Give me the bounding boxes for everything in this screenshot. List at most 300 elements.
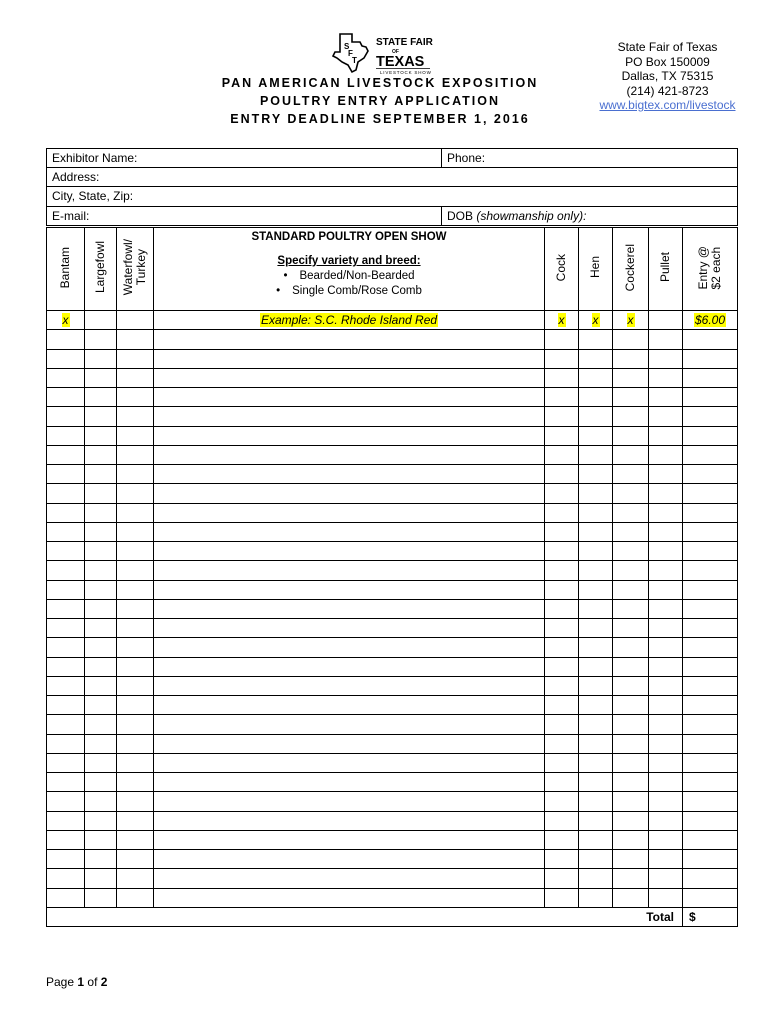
entry-hen-cell[interactable]: [579, 676, 613, 695]
entry-waterfowl-cell[interactable]: [117, 619, 154, 638]
entry-cockerel-cell[interactable]: [613, 715, 649, 734]
contact-info: [595, 40, 740, 113]
entry-cock-cell[interactable]: [545, 753, 579, 772]
entry-cockerel-cell[interactable]: [613, 407, 649, 426]
entry-largefowl-cell[interactable]: [85, 561, 117, 580]
entry-cockerel-cell[interactable]: [613, 676, 649, 695]
entry-largefowl-cell[interactable]: [85, 388, 117, 407]
entry-waterfowl-cell[interactable]: [117, 850, 154, 869]
entry-cock-cell[interactable]: [545, 484, 579, 503]
entry-hen-cell[interactable]: [579, 638, 613, 657]
address-label: Address:: [52, 170, 100, 185]
entry-cockerel-cell[interactable]: [613, 388, 649, 407]
entry-bantam-cell[interactable]: [47, 561, 85, 580]
grid-header-row: [47, 228, 738, 311]
entry-breed-cell[interactable]: [154, 580, 545, 599]
entry-breed-cell[interactable]: [154, 388, 545, 407]
phone-field[interactable]: [442, 149, 738, 168]
entry-cock-cell[interactable]: [545, 426, 579, 445]
entry-cockerel-cell[interactable]: [613, 753, 649, 772]
entry-hen-cell[interactable]: [579, 542, 613, 561]
entry-cockerel-cell[interactable]: [613, 580, 649, 599]
entry-bantam-cell[interactable]: [47, 792, 85, 811]
entry-entry-cell[interactable]: [683, 484, 738, 503]
entry-breed-cell[interactable]: [154, 734, 545, 753]
entry-waterfowl-cell[interactable]: [117, 715, 154, 734]
entry-largefowl-cell[interactable]: [85, 542, 117, 561]
entry-waterfowl-cell[interactable]: [117, 465, 154, 484]
entry-bantam-cell[interactable]: [47, 426, 85, 445]
entry-breed-cell[interactable]: [154, 753, 545, 772]
entry-largefowl-cell[interactable]: [85, 619, 117, 638]
example-hen: x: [592, 313, 599, 328]
entry-hen-cell[interactable]: [579, 850, 613, 869]
entry-cockerel-cell[interactable]: [613, 349, 649, 368]
entry-entry-cell[interactable]: [683, 580, 738, 599]
entry-cockerel-cell[interactable]: [613, 522, 649, 541]
entry-waterfowl-cell[interactable]: [117, 773, 154, 792]
entry-hen-cell[interactable]: [579, 715, 613, 734]
entry-bantam-cell[interactable]: [47, 811, 85, 830]
entry-waterfowl-cell[interactable]: [117, 753, 154, 772]
example-breed: Example: S.C. Rhode Island Red: [260, 313, 438, 328]
entry-pullet-cell[interactable]: [649, 349, 683, 368]
entry-bantam-cell[interactable]: [47, 773, 85, 792]
entry-breed-cell[interactable]: [154, 407, 545, 426]
entry-pullet-cell[interactable]: [649, 465, 683, 484]
entry-hen-cell[interactable]: [579, 734, 613, 753]
entry-pullet-cell[interactable]: [649, 696, 683, 715]
entry-cockerel-cell[interactable]: [613, 638, 649, 657]
entry-bantam-cell[interactable]: [47, 696, 85, 715]
entry-bantam-cell[interactable]: [47, 869, 85, 888]
entry-waterfowl-cell[interactable]: [117, 676, 154, 695]
entry-hen-cell[interactable]: [579, 580, 613, 599]
entry-bantam-cell[interactable]: [47, 753, 85, 772]
entry-bantam-cell[interactable]: [47, 388, 85, 407]
entry-pullet-cell[interactable]: [649, 657, 683, 676]
entry-entry-cell[interactable]: [683, 349, 738, 368]
entry-cockerel-cell[interactable]: [613, 484, 649, 503]
entry-pullet-cell[interactable]: [649, 830, 683, 849]
city-state-zip-field[interactable]: [47, 187, 738, 206]
entry-cock-cell[interactable]: [545, 330, 579, 349]
entry-waterfowl-cell[interactable]: [117, 657, 154, 676]
entry-pullet-cell[interactable]: [649, 869, 683, 888]
entry-hen-cell[interactable]: [579, 368, 613, 387]
entry-entry-cell[interactable]: [683, 638, 738, 657]
entry-entry-cell[interactable]: [683, 811, 738, 830]
entry-breed-cell[interactable]: [154, 522, 545, 541]
entry-waterfowl-cell[interactable]: [117, 580, 154, 599]
entry-entry-cell[interactable]: [683, 830, 738, 849]
entry-largefowl-cell[interactable]: [85, 599, 117, 618]
entry-bantam-cell[interactable]: [47, 484, 85, 503]
entry-breed-cell[interactable]: [154, 349, 545, 368]
entry-cock-cell[interactable]: [545, 465, 579, 484]
entry-entry-cell[interactable]: [683, 657, 738, 676]
entry-cock-cell[interactable]: [545, 503, 579, 522]
col-entry-line1: Entry @: [696, 245, 710, 290]
entry-waterfowl-cell[interactable]: [117, 599, 154, 618]
entry-pullet-cell[interactable]: [649, 792, 683, 811]
entry-pullet-cell[interactable]: [649, 388, 683, 407]
entry-cock-cell[interactable]: [545, 869, 579, 888]
entry-hen-cell[interactable]: [579, 811, 613, 830]
entry-pullet-cell[interactable]: [649, 522, 683, 541]
entry-cock-cell[interactable]: [545, 811, 579, 830]
entry-cock-cell[interactable]: [545, 715, 579, 734]
entry-pullet-cell[interactable]: [649, 715, 683, 734]
entry-entry-cell[interactable]: [683, 715, 738, 734]
entry-bantam-cell[interactable]: [47, 465, 85, 484]
entry-entry-cell[interactable]: [683, 445, 738, 464]
page-total: 2: [100, 975, 108, 989]
entry-breed-cell[interactable]: [154, 850, 545, 869]
entry-cockerel-cell[interactable]: [613, 561, 649, 580]
entry-bantam-cell[interactable]: [47, 407, 85, 426]
entry-hen-cell[interactable]: [579, 753, 613, 772]
entry-cock-cell[interactable]: [545, 388, 579, 407]
entry-entry-cell[interactable]: [683, 888, 738, 907]
entry-largefowl-cell[interactable]: [85, 773, 117, 792]
entry-entry-cell[interactable]: [683, 734, 738, 753]
entry-cock-cell[interactable]: [545, 830, 579, 849]
entry-cock-cell[interactable]: [545, 522, 579, 541]
entry-waterfowl-cell[interactable]: [117, 407, 154, 426]
entry-pullet-cell[interactable]: [649, 368, 683, 387]
entry-cockerel-cell[interactable]: [613, 503, 649, 522]
entry-cock-cell[interactable]: [545, 561, 579, 580]
entry-cock-cell[interactable]: [545, 734, 579, 753]
entry-hen-cell[interactable]: [579, 426, 613, 445]
entry-entry-cell[interactable]: [683, 773, 738, 792]
entry-cockerel-cell[interactable]: [613, 773, 649, 792]
entry-pullet-cell[interactable]: [649, 561, 683, 580]
entry-cock-cell[interactable]: [545, 638, 579, 657]
entry-pullet-cell[interactable]: [649, 503, 683, 522]
entry-hen-cell[interactable]: [579, 696, 613, 715]
entry-hen-cell[interactable]: [579, 388, 613, 407]
entry-cock-cell[interactable]: [545, 542, 579, 561]
entry-bantam-cell[interactable]: [47, 638, 85, 657]
entry-cockerel-cell[interactable]: [613, 850, 649, 869]
entry-waterfowl-cell[interactable]: [117, 426, 154, 445]
entry-breed-cell[interactable]: [154, 503, 545, 522]
entry-cockerel-cell[interactable]: [613, 811, 649, 830]
entry-breed-cell[interactable]: [154, 465, 545, 484]
svg-text:STATE FAIR: STATE FAIR: [376, 37, 433, 48]
entry-largefowl-cell[interactable]: [85, 676, 117, 695]
entry-breed-cell[interactable]: [154, 792, 545, 811]
entry-cockerel-cell[interactable]: [613, 657, 649, 676]
entry-waterfowl-cell[interactable]: [117, 542, 154, 561]
entry-largefowl-cell[interactable]: [85, 888, 117, 907]
entry-hen-cell[interactable]: [579, 888, 613, 907]
entry-breed-cell[interactable]: [154, 542, 545, 561]
entry-cock-cell[interactable]: [545, 619, 579, 638]
entry-cock-cell[interactable]: [545, 407, 579, 426]
entry-cock-cell[interactable]: [545, 349, 579, 368]
entry-waterfowl-cell[interactable]: [117, 792, 154, 811]
entry-waterfowl-cell[interactable]: [117, 888, 154, 907]
entry-largefowl-cell[interactable]: [85, 580, 117, 599]
entry-cock-cell[interactable]: [545, 657, 579, 676]
website-link[interactable]: www.bigtex.com/livestock: [599, 98, 736, 112]
entry-cock-cell[interactable]: [545, 888, 579, 907]
email-label: E-mail:: [52, 208, 90, 223]
page-of: of: [87, 975, 98, 989]
entry-largefowl-cell[interactable]: [85, 696, 117, 715]
entry-hen-cell[interactable]: [579, 773, 613, 792]
entry-entry-cell[interactable]: [683, 522, 738, 541]
entry-pullet-cell[interactable]: [649, 811, 683, 830]
entry-hen-cell[interactable]: [579, 792, 613, 811]
entry-waterfowl-cell[interactable]: [117, 869, 154, 888]
entry-pullet-cell[interactable]: [649, 850, 683, 869]
entry-entry-cell[interactable]: [683, 696, 738, 715]
entry-cock-cell[interactable]: [545, 445, 579, 464]
entry-bantam-cell[interactable]: [47, 619, 85, 638]
entry-largefowl-cell[interactable]: [85, 657, 117, 676]
entry-pullet-cell[interactable]: [649, 599, 683, 618]
entry-breed-cell[interactable]: [154, 484, 545, 503]
entry-cockerel-cell[interactable]: [613, 792, 649, 811]
entry-largefowl-cell[interactable]: [85, 330, 117, 349]
entry-breed-cell[interactable]: [154, 830, 545, 849]
entry-pullet-cell[interactable]: [649, 426, 683, 445]
entry-pullet-cell[interactable]: [649, 734, 683, 753]
entry-largefowl-cell[interactable]: [85, 753, 117, 772]
email-field[interactable]: [47, 206, 442, 225]
entry-pullet-cell[interactable]: [649, 445, 683, 464]
exhibitor-name-field[interactable]: [47, 149, 442, 168]
entry-hen-cell[interactable]: [579, 484, 613, 503]
entry-largefowl-cell[interactable]: [85, 638, 117, 657]
dob-field[interactable]: [442, 206, 738, 225]
entry-hen-cell[interactable]: [579, 522, 613, 541]
entry-entry-cell[interactable]: [683, 330, 738, 349]
entry-bantam-cell[interactable]: [47, 349, 85, 368]
entry-waterfowl-cell[interactable]: [117, 445, 154, 464]
entry-pullet-cell[interactable]: [649, 407, 683, 426]
entry-bantam-cell[interactable]: [47, 445, 85, 464]
entry-cockerel-cell[interactable]: [613, 869, 649, 888]
entry-largefowl-cell[interactable]: [85, 734, 117, 753]
entry-waterfowl-cell[interactable]: [117, 561, 154, 580]
example-entry-cell: [683, 311, 738, 330]
entry-pullet-cell[interactable]: [649, 619, 683, 638]
entry-breed-cell[interactable]: [154, 426, 545, 445]
col-hen: [579, 228, 613, 311]
entry-breed-cell[interactable]: [154, 638, 545, 657]
entry-pullet-cell[interactable]: [649, 888, 683, 907]
entry-largefowl-cell[interactable]: [85, 792, 117, 811]
entry-cock-cell[interactable]: [545, 773, 579, 792]
entry-largefowl-cell[interactable]: [85, 503, 117, 522]
entry-cockerel-cell[interactable]: [613, 619, 649, 638]
entry-bantam-cell[interactable]: [47, 830, 85, 849]
entry-bantam-cell[interactable]: [47, 522, 85, 541]
entry-hen-cell[interactable]: [579, 561, 613, 580]
entry-waterfowl-cell[interactable]: [117, 484, 154, 503]
entry-pullet-cell[interactable]: [649, 638, 683, 657]
entry-entry-cell[interactable]: [683, 753, 738, 772]
entry-entry-cell[interactable]: [683, 619, 738, 638]
example-waterfowl-cell: [117, 311, 154, 330]
entry-entry-cell[interactable]: [683, 368, 738, 387]
entry-entry-cell[interactable]: [683, 792, 738, 811]
entry-bantam-cell[interactable]: [47, 715, 85, 734]
entry-waterfowl-cell[interactable]: [117, 368, 154, 387]
entry-row: [47, 388, 738, 407]
entry-hen-cell[interactable]: [579, 330, 613, 349]
entry-bantam-cell[interactable]: [47, 734, 85, 753]
entry-cockerel-cell[interactable]: [613, 445, 649, 464]
entry-hen-cell[interactable]: [579, 465, 613, 484]
entry-pullet-cell[interactable]: [649, 542, 683, 561]
entry-entry-cell[interactable]: [683, 503, 738, 522]
entry-largefowl-cell[interactable]: [85, 484, 117, 503]
entry-waterfowl-cell[interactable]: [117, 830, 154, 849]
entry-row: [47, 503, 738, 522]
entry-waterfowl-cell[interactable]: [117, 522, 154, 541]
entry-cockerel-cell[interactable]: [613, 888, 649, 907]
entry-entry-cell[interactable]: [683, 676, 738, 695]
entry-hen-cell[interactable]: [579, 407, 613, 426]
entry-hen-cell[interactable]: [579, 657, 613, 676]
entry-breed-cell[interactable]: [154, 445, 545, 464]
entry-cock-cell[interactable]: [545, 792, 579, 811]
entry-entry-cell[interactable]: [683, 465, 738, 484]
entry-cockerel-cell[interactable]: [613, 599, 649, 618]
entry-bantam-cell[interactable]: [47, 368, 85, 387]
entry-bantam-cell[interactable]: [47, 657, 85, 676]
example-entry: $6.00: [694, 313, 726, 328]
entry-waterfowl-cell[interactable]: [117, 330, 154, 349]
address-field[interactable]: [47, 168, 738, 187]
entry-entry-cell[interactable]: [683, 850, 738, 869]
title-line-2: POULTRY ENTRY APPLICATION: [259, 94, 501, 108]
entry-entry-cell[interactable]: [683, 869, 738, 888]
entry-waterfowl-cell[interactable]: [117, 696, 154, 715]
entry-cock-cell[interactable]: [545, 599, 579, 618]
entry-hen-cell[interactable]: [579, 619, 613, 638]
entry-entry-cell[interactable]: [683, 426, 738, 445]
entry-hen-cell[interactable]: [579, 830, 613, 849]
entry-largefowl-cell[interactable]: [85, 715, 117, 734]
entry-cock-cell[interactable]: [545, 580, 579, 599]
entry-entry-cell[interactable]: [683, 542, 738, 561]
entry-bantam-cell[interactable]: [47, 503, 85, 522]
entry-largefowl-cell[interactable]: [85, 349, 117, 368]
entry-bantam-cell[interactable]: [47, 542, 85, 561]
entry-cockerel-cell[interactable]: [613, 734, 649, 753]
entry-waterfowl-cell[interactable]: [117, 503, 154, 522]
entry-largefowl-cell[interactable]: [85, 465, 117, 484]
entry-breed-cell[interactable]: [154, 715, 545, 734]
entry-cock-cell[interactable]: [545, 368, 579, 387]
entry-breed-cell[interactable]: [154, 696, 545, 715]
entry-entry-cell[interactable]: [683, 388, 738, 407]
entry-largefowl-cell[interactable]: [85, 830, 117, 849]
entry-bantam-cell[interactable]: [47, 676, 85, 695]
entry-bantam-cell[interactable]: [47, 599, 85, 618]
entry-largefowl-cell[interactable]: [85, 850, 117, 869]
entry-breed-cell[interactable]: [154, 676, 545, 695]
svg-text:S: S: [344, 42, 350, 51]
entry-cockerel-cell[interactable]: [613, 542, 649, 561]
entry-pullet-cell[interactable]: [649, 773, 683, 792]
entry-breed-cell[interactable]: [154, 599, 545, 618]
entry-cockerel-cell[interactable]: [613, 368, 649, 387]
entry-breed-cell[interactable]: [154, 811, 545, 830]
entry-pullet-cell[interactable]: [649, 330, 683, 349]
entry-hen-cell[interactable]: [579, 869, 613, 888]
entry-largefowl-cell[interactable]: [85, 368, 117, 387]
entry-breed-cell[interactable]: [154, 330, 545, 349]
entry-breed-cell[interactable]: [154, 619, 545, 638]
entry-cockerel-cell[interactable]: [613, 426, 649, 445]
entry-waterfowl-cell[interactable]: [117, 734, 154, 753]
entry-cockerel-cell[interactable]: [613, 696, 649, 715]
entry-pullet-cell[interactable]: [649, 676, 683, 695]
entry-cock-cell[interactable]: [545, 696, 579, 715]
entry-waterfowl-cell[interactable]: [117, 349, 154, 368]
entry-entry-cell[interactable]: [683, 561, 738, 580]
entry-largefowl-cell[interactable]: [85, 445, 117, 464]
entry-breed-cell[interactable]: [154, 561, 545, 580]
entry-breed-cell[interactable]: [154, 869, 545, 888]
entry-hen-cell[interactable]: [579, 445, 613, 464]
entry-waterfowl-cell[interactable]: [117, 811, 154, 830]
bullet-comb: • Single Comb/Rose Comb: [154, 284, 544, 299]
entry-breed-cell[interactable]: [154, 888, 545, 907]
entry-bantam-cell[interactable]: [47, 330, 85, 349]
entry-hen-cell[interactable]: [579, 503, 613, 522]
entry-breed-cell[interactable]: [154, 657, 545, 676]
col-breed: [154, 228, 545, 311]
entry-cockerel-cell[interactable]: [613, 465, 649, 484]
entry-pullet-cell[interactable]: [649, 753, 683, 772]
entry-bantam-cell[interactable]: [47, 888, 85, 907]
total-amount-field[interactable]: [683, 907, 738, 926]
entry-hen-cell[interactable]: [579, 599, 613, 618]
entry-pullet-cell[interactable]: [649, 580, 683, 599]
entry-cockerel-cell[interactable]: [613, 330, 649, 349]
entry-bantam-cell[interactable]: [47, 580, 85, 599]
entry-largefowl-cell[interactable]: [85, 522, 117, 541]
entry-waterfowl-cell[interactable]: [117, 638, 154, 657]
entry-row: [47, 368, 738, 387]
entry-breed-cell[interactable]: [154, 368, 545, 387]
entry-cockerel-cell[interactable]: [613, 830, 649, 849]
entry-waterfowl-cell[interactable]: [117, 388, 154, 407]
entry-entry-cell[interactable]: [683, 599, 738, 618]
entry-largefowl-cell[interactable]: [85, 811, 117, 830]
entry-row: [47, 773, 738, 792]
entry-largefowl-cell[interactable]: [85, 869, 117, 888]
entry-largefowl-cell[interactable]: [85, 426, 117, 445]
entry-largefowl-cell[interactable]: [85, 407, 117, 426]
entry-breed-cell[interactable]: [154, 773, 545, 792]
entry-pullet-cell[interactable]: [649, 484, 683, 503]
entry-entry-cell[interactable]: [683, 407, 738, 426]
entry-bantam-cell[interactable]: [47, 850, 85, 869]
entry-cock-cell[interactable]: [545, 676, 579, 695]
entry-cock-cell[interactable]: [545, 850, 579, 869]
entry-hen-cell[interactable]: [579, 349, 613, 368]
